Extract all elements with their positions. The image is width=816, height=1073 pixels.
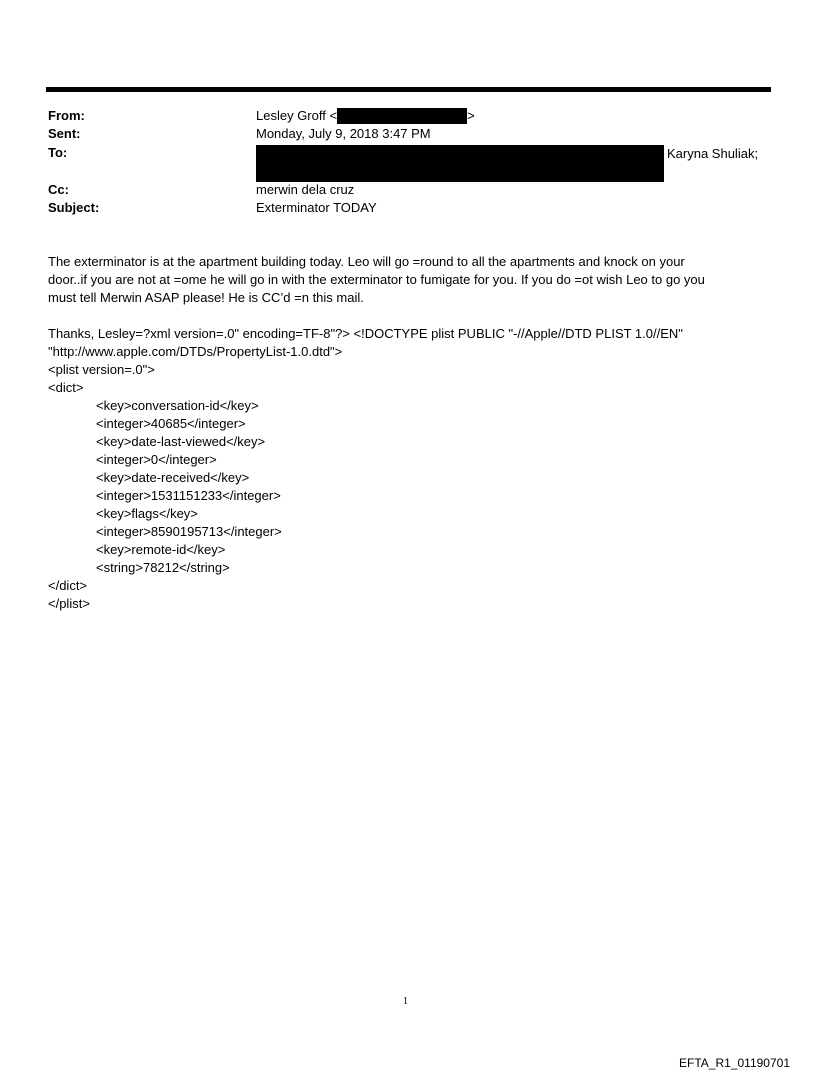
plist-entry: <key>conversation-id</key> (96, 398, 259, 413)
closing-line-2: "http://www.apple.com/DTDs/PropertyList-1.0.dtd"> (48, 344, 343, 359)
body-line-1: The exterminator is at the apartment building today. Leo will go =round to all the apartments and knock on your (48, 254, 685, 269)
header-rule (46, 87, 771, 92)
page-number: 1 (403, 996, 408, 1007)
plist-entry: <key>date-received</key> (96, 470, 250, 485)
body-line-3: must tell Merwin ASAP please! He is CC’d =n this mail. (48, 290, 364, 305)
plist-close: </plist> (48, 596, 90, 611)
to-recipients-redaction (256, 145, 664, 182)
cc-value: merwin dela cruz (256, 182, 355, 197)
plist-entry: <integer>0</integer> (96, 452, 217, 467)
to-visible-recipient: Karyna Shuliak; (667, 146, 759, 161)
plist-entry: <string>78212</string> (96, 560, 230, 575)
closing-line-3: <plist version=.0"> (48, 362, 155, 377)
sent-value: Monday, July 9, 2018 3:47 PM (256, 126, 431, 141)
closing-line-4: <dict> (48, 380, 84, 395)
from-email-redaction (337, 108, 467, 124)
plist-entry: <integer>1531151233</integer> (96, 488, 281, 503)
plist-entry: <key>remote-id</key> (96, 542, 226, 557)
plist-entry: <integer>8590195713</integer> (96, 524, 282, 539)
subject-value: Exterminator TODAY (256, 200, 377, 215)
cc-label: Cc: (48, 182, 69, 197)
sent-label: Sent: (48, 126, 81, 141)
body-line-2: door..if you are not at =ome he will go in with the exterminator to fumigate for you. If you do =ot wish Leo to go you (48, 272, 705, 287)
plist-dict-close: </dict> (48, 578, 88, 593)
from-close: > (467, 108, 475, 123)
bates-number: EFTA_R1_01190701 (679, 1056, 790, 1070)
from-value (256, 108, 475, 124)
to-label: To: (48, 145, 68, 160)
plist-entry: <integer>40685</integer> (96, 416, 246, 431)
subject-label: Subject: (48, 200, 100, 215)
from-name: Lesley Groff < (256, 108, 338, 123)
plist-entry: <key>flags</key> (96, 506, 198, 521)
plist-entry: <key>date-last-viewed</key> (96, 434, 266, 449)
from-label: From: (48, 108, 85, 123)
closing-line-1: Thanks, Lesley=?xml version=.0" encoding=TF-8"?> <!DOCTYPE plist PUBLIC "-//Apple//DTD PLIST 1.0//EN" (48, 326, 683, 341)
